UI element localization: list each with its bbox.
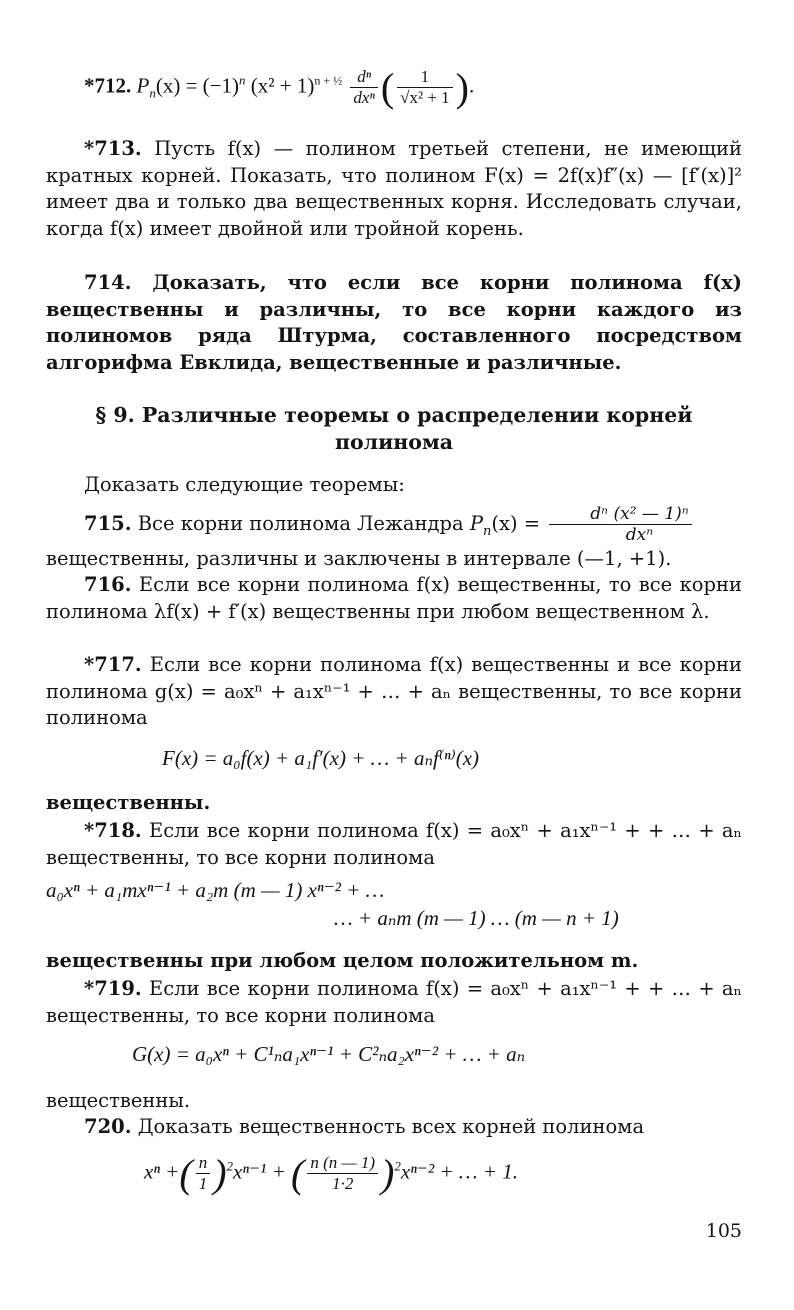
problem-text: Если все корни полинома f(x) вещественны и все корни полинома g(x) = a₀xⁿ + a₁xⁿ⁻¹ + … + aₙ вещественны, то все корни полинома xyxy=(46,653,742,729)
problem-text: Если все корни полинома f(x) вещественны, то все корни полинома λf(x) + f′(x) вещественны при любом вещественном λ. xyxy=(46,573,742,623)
problem-number: *712. xyxy=(84,73,132,98)
problem-715 xyxy=(46,504,742,572)
intro-text: Доказать следующие теоремы: xyxy=(84,473,405,496)
formula-sub: n xyxy=(149,85,156,101)
derivative-fraction: $\frac{\text{dⁿ}}{\text{dxⁿ}}$ xyxy=(350,67,377,108)
formula-exp: n xyxy=(239,72,246,88)
section-heading xyxy=(46,402,742,456)
problem-number: *718. xyxy=(84,819,142,842)
problem-713 xyxy=(46,136,742,242)
formula-part: xⁿ⁻¹ + xyxy=(233,1159,286,1184)
formula-exp: n + ½ xyxy=(314,73,343,88)
problem-text: Доказать вещественность всех корней полинома xyxy=(137,1115,645,1138)
legendre-fraction: $\frac{\text{dⁿ (x² — 1)ⁿ}}{\text{dxⁿ}}$ xyxy=(549,504,691,545)
problem-number: *719. xyxy=(84,977,142,1000)
problem-number: *717. xyxy=(84,653,142,676)
formula-718-line2: … + aₙm (m — 1) … (m — n + 1) xyxy=(334,906,619,930)
problem-text: вещественны. xyxy=(46,791,211,814)
formula-lhs: P xyxy=(469,512,483,535)
problem-number: 716. xyxy=(84,573,132,596)
formula-720: xⁿ +( $\frac{n}{1}$ )$^2$xⁿ⁻¹ + ( $\frac{n (n — 1)}{1\cdot 2}$ )$^2$xⁿ⁻² + … + 1. xyxy=(144,1151,518,1196)
formula-717: F(x) = a₀f(x) + a₁f′(x) + … + aₙf⁽ⁿ⁾(x) xyxy=(162,746,480,770)
formula-sub: n xyxy=(482,523,492,539)
problem-text: Все корни полинома Лежандра xyxy=(137,512,464,535)
formula-part: xⁿ⁻² + … + 1. xyxy=(400,1159,518,1184)
formula-719: G(x) = a₀xⁿ + C¹ₙa₁xⁿ⁻¹ + C²ₙa₂xⁿ⁻² + … + aₙ xyxy=(132,1042,526,1066)
problem-number: 720. xyxy=(84,1115,132,1138)
formula-part: (x) = xyxy=(491,512,541,535)
formula-lhs: P xyxy=(136,73,150,98)
formula-part: xⁿ + xyxy=(144,1159,180,1184)
formula-part: (x² + 1) xyxy=(245,73,315,98)
problem-716 xyxy=(46,572,742,625)
formula-part: (x) = (−1) xyxy=(155,73,239,98)
formula-718-line1: a₀xⁿ + a₁mxⁿ⁻¹ + a₂m (m — 1) xⁿ⁻² + … xyxy=(46,878,385,902)
problem-717 xyxy=(46,652,742,732)
problem-text: Если все корни полинома f(x) = a₀xⁿ + a₁xⁿ⁻¹ + + … + aₙ вещественны, то все корни полинома xyxy=(46,819,742,869)
problem-number: *713. xyxy=(84,137,142,160)
problem-text: Если все корни полинома f(x) = a₀xⁿ + a₁xⁿ⁻¹ + + … + aₙ вещественны, то все корни полинома xyxy=(46,977,742,1027)
problem-text: Пусть f(x) — полином третьей степени, не имеющий кратных корней. Показать, что полином F(x) = 2f(x)f″(x) — [f′(x)]² имеет два и только два вещественных корня. Исследовать случаи, когда f(x) имеет двойной или тройной корень. xyxy=(46,137,742,240)
page-number: 105 xyxy=(705,1220,742,1242)
problem-number: 714. xyxy=(84,271,132,294)
problem-text: вещественны. xyxy=(46,1089,191,1112)
problem-712: *712. $P_n(x) = (-1)^n$ $(x^2 + 1)^{n + \frac{1}{2}}$ $\frac{\text{dⁿ}}{\text{dxⁿ}}$ ( $\frac{1}{\text{√x² + 1}}$ ). xyxy=(84,65,475,110)
section-heading-line: § 9. Различные теоремы о распределении корней xyxy=(95,403,693,427)
problem-number: 715. xyxy=(84,512,132,535)
problem-text: вещественны при любом целом положительном m. xyxy=(46,949,639,972)
problem-714 xyxy=(46,270,742,376)
problem-719 xyxy=(46,976,742,1029)
section-heading-line: полинома xyxy=(334,430,454,454)
inner-fraction: $\frac{1}{\text{√x² + 1}}$ xyxy=(397,67,453,108)
problem-718 xyxy=(46,818,742,871)
problem-text: Доказать, что если все корни полинома f(x) вещественны и различны, то все корни каждого из полиномов ряда Штурма, составленного посредством алгорифма Евклида, вещественные и различные. xyxy=(46,271,742,374)
problem-text: вещественны, различны и заключены в интервале (—1, +1). xyxy=(46,547,672,570)
problem-720 xyxy=(46,1114,742,1141)
